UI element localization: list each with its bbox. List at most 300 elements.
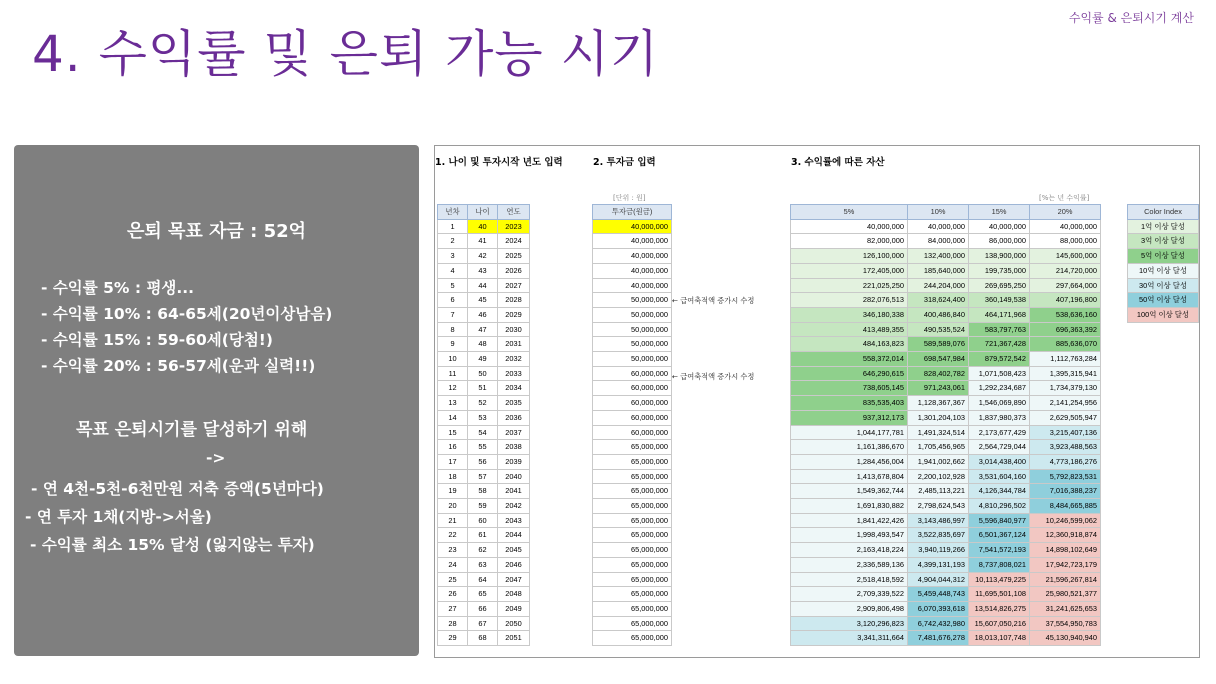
cell-year[interactable]: 2046 — [498, 557, 530, 572]
table-row — [593, 587, 672, 602]
cell-asset[interactable]: 1,691,830,882 — [791, 499, 908, 514]
cell-asset[interactable]: 40,000,000 — [969, 219, 1030, 234]
cell-year[interactable]: 2041 — [498, 484, 530, 499]
cell-year-number[interactable]: 20 — [438, 499, 468, 514]
cell-asset[interactable]: 126,100,000 — [791, 249, 908, 264]
cell-asset[interactable]: 84,000,000 — [908, 234, 969, 249]
table-row — [438, 454, 530, 469]
cell-asset[interactable]: 2,173,677,429 — [969, 425, 1030, 440]
cell-asset[interactable]: 490,535,524 — [908, 322, 969, 337]
cell-year-number[interactable]: 9 — [438, 337, 468, 352]
cell-year[interactable]: 2029 — [498, 307, 530, 322]
cell-age[interactable]: 45 — [468, 293, 498, 308]
table-row — [438, 249, 530, 264]
cell-asset[interactable]: 1,837,980,373 — [969, 410, 1030, 425]
cell-investment[interactable]: 60,000,000 — [593, 381, 672, 396]
cell-asset[interactable]: 1,546,069,890 — [969, 396, 1030, 411]
cell-age[interactable]: 53 — [468, 410, 498, 425]
cell-asset[interactable]: 4,773,186,276 — [1030, 454, 1101, 469]
cell-asset[interactable]: 2,336,589,136 — [791, 557, 908, 572]
cell-asset[interactable]: 1,734,379,130 — [1030, 381, 1101, 396]
cell-asset[interactable]: 1,161,386,670 — [791, 440, 908, 455]
cell-asset[interactable]: 583,797,763 — [969, 322, 1030, 337]
cell-asset[interactable]: 244,204,000 — [908, 278, 969, 293]
cell-year-number[interactable]: 28 — [438, 616, 468, 631]
cell-asset[interactable]: 346,180,338 — [791, 307, 908, 322]
table-row — [438, 337, 530, 352]
cell-asset[interactable]: 413,489,355 — [791, 322, 908, 337]
cell-asset[interactable]: 1,395,315,941 — [1030, 366, 1101, 381]
investment-table — [592, 204, 672, 646]
cell-age[interactable]: 59 — [468, 499, 498, 514]
cell-year-number[interactable]: 13 — [438, 396, 468, 411]
cell-year-number[interactable]: 5 — [438, 278, 468, 293]
cell-asset[interactable]: 3,215,407,136 — [1030, 425, 1101, 440]
table-row — [593, 352, 672, 367]
cell-asset[interactable]: 2,200,102,928 — [908, 469, 969, 484]
table-row — [438, 263, 530, 278]
table-row — [791, 278, 1101, 293]
cell-asset[interactable]: 37,554,950,783 — [1030, 616, 1101, 631]
cell-investment[interactable]: 40,000,000 — [593, 263, 672, 278]
cell-year[interactable]: 2039 — [498, 454, 530, 469]
cell-investment[interactable]: 65,000,000 — [593, 572, 672, 587]
table-row — [593, 337, 672, 352]
rate-header: 5% — [791, 205, 908, 220]
table-row — [438, 396, 530, 411]
cell-asset[interactable]: 2,629,505,947 — [1030, 410, 1101, 425]
table-row — [593, 440, 672, 455]
cell-asset[interactable]: 145,600,000 — [1030, 249, 1101, 264]
cell-age[interactable]: 55 — [468, 440, 498, 455]
table-row — [438, 616, 530, 631]
cell-age[interactable]: 57 — [468, 469, 498, 484]
cell-asset[interactable]: 558,372,014 — [791, 352, 908, 367]
cell-asset[interactable]: 13,514,826,275 — [969, 601, 1030, 616]
cell-age[interactable]: 44 — [468, 278, 498, 293]
cell-year[interactable]: 2025 — [498, 249, 530, 264]
color-index-row — [1128, 263, 1199, 278]
table-row — [438, 425, 530, 440]
cell-asset[interactable]: 1,112,763,284 — [1030, 352, 1101, 367]
cell-year-number[interactable]: 4 — [438, 263, 468, 278]
cell-year-number[interactable]: 10 — [438, 352, 468, 367]
cell-asset[interactable]: 721,367,428 — [969, 337, 1030, 352]
cell-age[interactable]: 61 — [468, 528, 498, 543]
table-row — [593, 454, 672, 469]
color-index-item: 3억 이상 달성 — [1128, 234, 1199, 249]
cell-year-number[interactable]: 3 — [438, 249, 468, 264]
cell-asset[interactable]: 21,596,267,814 — [1030, 572, 1101, 587]
cell-year[interactable]: 2040 — [498, 469, 530, 484]
table-row — [791, 601, 1101, 616]
cell-age[interactable]: 49 — [468, 352, 498, 367]
cell-asset[interactable]: 88,000,000 — [1030, 234, 1101, 249]
cell-asset[interactable]: 2,141,254,956 — [1030, 396, 1101, 411]
cell-year[interactable]: 2027 — [498, 278, 530, 293]
color-index-item: 50억 이상 달성 — [1128, 293, 1199, 308]
cell-year-number[interactable]: 16 — [438, 440, 468, 455]
cell-asset[interactable]: 2,163,418,224 — [791, 543, 908, 558]
cell-asset[interactable]: 269,695,250 — [969, 278, 1030, 293]
cell-asset[interactable]: 318,624,400 — [908, 293, 969, 308]
color-index-item: 5억 이상 달성 — [1128, 249, 1199, 264]
cell-asset[interactable]: 138,900,000 — [969, 249, 1030, 264]
cell-asset[interactable]: 3,014,438,400 — [969, 454, 1030, 469]
cell-investment[interactable]: 65,000,000 — [593, 454, 672, 469]
cell-asset[interactable]: 828,402,782 — [908, 366, 969, 381]
cell-investment[interactable]: 65,000,000 — [593, 499, 672, 514]
color-index-row — [1128, 307, 1199, 322]
cell-asset[interactable]: 1,044,177,781 — [791, 425, 908, 440]
table-row — [438, 440, 530, 455]
cell-asset[interactable]: 885,636,070 — [1030, 337, 1101, 352]
color-index-row — [1128, 234, 1199, 249]
cell-asset[interactable]: 5,596,840,977 — [969, 513, 1030, 528]
cell-year-number[interactable]: 24 — [438, 557, 468, 572]
table-row — [791, 587, 1101, 602]
cell-asset[interactable]: 132,400,000 — [908, 249, 969, 264]
cell-investment[interactable]: 40,000,000 — [593, 249, 672, 264]
table-row — [438, 381, 530, 396]
cell-year-number[interactable]: 15 — [438, 425, 468, 440]
cell-asset[interactable]: 4,810,296,502 — [969, 499, 1030, 514]
cell-year-number[interactable]: 26 — [438, 587, 468, 602]
cell-asset[interactable]: 3,940,119,266 — [908, 543, 969, 558]
cell-investment[interactable]: 65,000,000 — [593, 557, 672, 572]
cell-asset[interactable]: 4,904,044,312 — [908, 572, 969, 587]
cell-age[interactable]: 63 — [468, 557, 498, 572]
cell-age[interactable]: 43 — [468, 263, 498, 278]
cell-asset[interactable]: 6,070,393,618 — [908, 601, 969, 616]
age-year-table — [437, 204, 530, 646]
cell-asset[interactable]: 7,541,572,193 — [969, 543, 1030, 558]
cell-asset[interactable]: 4,126,344,784 — [969, 484, 1030, 499]
cell-year-number[interactable]: 23 — [438, 543, 468, 558]
cell-asset[interactable]: 17,942,723,179 — [1030, 557, 1101, 572]
cell-asset[interactable]: 18,013,107,748 — [969, 631, 1030, 646]
cell-investment[interactable]: 40,000,000 — [593, 219, 672, 234]
summary-panel — [14, 145, 419, 656]
cell-investment[interactable]: 50,000,000 — [593, 337, 672, 352]
cell-year-number[interactable]: 8 — [438, 322, 468, 337]
cell-asset[interactable]: 8,484,665,885 — [1030, 499, 1101, 514]
cell-asset[interactable]: 7,016,388,237 — [1030, 484, 1101, 499]
cell-asset[interactable]: 7,481,676,278 — [908, 631, 969, 646]
cell-asset[interactable]: 14,898,102,649 — [1030, 543, 1101, 558]
cell-investment[interactable]: 60,000,000 — [593, 410, 672, 425]
cell-year-number[interactable]: 1 — [438, 219, 468, 234]
cell-year-number[interactable]: 22 — [438, 528, 468, 543]
cell-year[interactable]: 2045 — [498, 543, 530, 558]
cell-asset[interactable]: 3,522,835,697 — [908, 528, 969, 543]
cell-age[interactable]: 47 — [468, 322, 498, 337]
cell-investment[interactable]: 65,000,000 — [593, 543, 672, 558]
color-index-header: Color Index — [1128, 205, 1199, 220]
plan-item: - 연 투자 1채(지방->서울) — [25, 508, 212, 526]
cell-investment[interactable]: 65,000,000 — [593, 587, 672, 602]
cell-asset[interactable]: 2,485,113,221 — [908, 484, 969, 499]
color-index-row — [1128, 278, 1199, 293]
cell-year-number[interactable]: 7 — [438, 307, 468, 322]
cell-year[interactable]: 2036 — [498, 410, 530, 425]
cell-investment[interactable]: 65,000,000 — [593, 484, 672, 499]
cell-age[interactable]: 54 — [468, 425, 498, 440]
cell-age[interactable]: 51 — [468, 381, 498, 396]
cell-investment[interactable]: 65,000,000 — [593, 616, 672, 631]
table-row — [438, 587, 530, 602]
cell-investment[interactable]: 65,000,000 — [593, 469, 672, 484]
cell-age[interactable]: 52 — [468, 396, 498, 411]
table-row — [593, 381, 672, 396]
cell-year[interactable]: 2032 — [498, 352, 530, 367]
cell-investment[interactable]: 65,000,000 — [593, 601, 672, 616]
table-row — [438, 219, 530, 234]
section-investment-input: 2. 투자금 입력 — [593, 157, 656, 168]
cell-asset[interactable]: 1,841,422,426 — [791, 513, 908, 528]
cell-asset[interactable]: 11,695,501,108 — [969, 587, 1030, 602]
table-row — [791, 263, 1101, 278]
cell-year[interactable]: 2034 — [498, 381, 530, 396]
cell-age[interactable]: 64 — [468, 572, 498, 587]
cell-year[interactable]: 2050 — [498, 616, 530, 631]
cell-asset[interactable]: 360,149,538 — [969, 293, 1030, 308]
cell-asset[interactable]: 1,998,493,547 — [791, 528, 908, 543]
cell-year-number[interactable]: 29 — [438, 631, 468, 646]
cell-age[interactable]: 41 — [468, 234, 498, 249]
cell-asset[interactable]: 3,341,311,664 — [791, 631, 908, 646]
cell-asset[interactable]: 15,607,050,216 — [969, 616, 1030, 631]
cell-age[interactable]: 50 — [468, 366, 498, 381]
cell-age[interactable]: 58 — [468, 484, 498, 499]
cell-asset[interactable]: 1,128,367,367 — [908, 396, 969, 411]
cell-asset[interactable]: 86,000,000 — [969, 234, 1030, 249]
cell-asset[interactable]: 5,792,823,531 — [1030, 469, 1101, 484]
cell-age[interactable]: 65 — [468, 587, 498, 602]
cell-age[interactable]: 67 — [468, 616, 498, 631]
table-row — [438, 631, 530, 646]
cell-asset[interactable]: 3,120,296,823 — [791, 616, 908, 631]
cell-age[interactable]: 68 — [468, 631, 498, 646]
cell-year-number[interactable]: 27 — [438, 601, 468, 616]
rate-header: 15% — [969, 205, 1030, 220]
cell-investment[interactable]: 65,000,000 — [593, 440, 672, 455]
cell-asset[interactable]: 1,292,234,687 — [969, 381, 1030, 396]
table-row — [593, 543, 672, 558]
table-row — [791, 440, 1101, 455]
rate-header: 10% — [908, 205, 969, 220]
table-row — [791, 631, 1101, 646]
table-row — [593, 234, 672, 249]
color-index-row — [1128, 293, 1199, 308]
color-index-item: 100억 이상 달성 — [1128, 307, 1199, 322]
cell-age[interactable]: 60 — [468, 513, 498, 528]
cell-asset[interactable]: 696,363,392 — [1030, 322, 1101, 337]
cell-year[interactable]: 2044 — [498, 528, 530, 543]
table-row — [438, 601, 530, 616]
cell-asset[interactable]: 40,000,000 — [1030, 219, 1101, 234]
cell-year[interactable]: 2048 — [498, 587, 530, 602]
cell-age[interactable]: 56 — [468, 454, 498, 469]
cell-asset[interactable]: 6,742,432,980 — [908, 616, 969, 631]
cell-investment[interactable]: 60,000,000 — [593, 366, 672, 381]
cell-age[interactable]: 62 — [468, 543, 498, 558]
color-index-item: 1억 이상 달성 — [1128, 219, 1199, 234]
cell-investment[interactable]: 50,000,000 — [593, 307, 672, 322]
cell-asset[interactable]: 6,501,367,124 — [969, 528, 1030, 543]
rate-header: 20% — [1030, 205, 1101, 220]
cell-asset[interactable]: 10,113,479,225 — [969, 572, 1030, 587]
cell-asset[interactable]: 1,549,362,744 — [791, 484, 908, 499]
cell-asset[interactable]: 2,909,806,498 — [791, 601, 908, 616]
cell-asset[interactable]: 1,941,002,662 — [908, 454, 969, 469]
cell-asset[interactable]: 4,399,131,193 — [908, 557, 969, 572]
cell-investment[interactable]: 65,000,000 — [593, 631, 672, 646]
cell-asset[interactable]: 25,980,521,377 — [1030, 587, 1101, 602]
cell-asset[interactable]: 738,605,145 — [791, 381, 908, 396]
cell-investment[interactable]: 60,000,000 — [593, 396, 672, 411]
col-header-age: 나이 — [468, 205, 498, 220]
table-row — [593, 484, 672, 499]
cell-year-number[interactable]: 2 — [438, 234, 468, 249]
cell-asset[interactable]: 8,737,808,021 — [969, 557, 1030, 572]
cell-year[interactable]: 2042 — [498, 499, 530, 514]
cell-year-number[interactable]: 18 — [438, 469, 468, 484]
cell-asset[interactable]: 5,459,448,743 — [908, 587, 969, 602]
cell-asset[interactable]: 646,290,615 — [791, 366, 908, 381]
cell-asset[interactable]: 464,171,968 — [969, 307, 1030, 322]
cell-year[interactable]: 2030 — [498, 322, 530, 337]
cell-asset[interactable]: 1,413,678,804 — [791, 469, 908, 484]
cell-asset[interactable]: 1,301,204,103 — [908, 410, 969, 425]
cell-year[interactable]: 2023 — [498, 219, 530, 234]
cell-investment[interactable]: 50,000,000 — [593, 352, 672, 367]
cell-age[interactable]: 42 — [468, 249, 498, 264]
cell-year-number[interactable]: 12 — [438, 381, 468, 396]
cell-year[interactable]: 2051 — [498, 631, 530, 646]
table-row — [593, 469, 672, 484]
cell-asset[interactable]: 282,076,513 — [791, 293, 908, 308]
cell-year[interactable]: 2031 — [498, 337, 530, 352]
cell-investment[interactable]: 65,000,000 — [593, 513, 672, 528]
col-header-invest: 투자금(원금) — [593, 205, 672, 220]
cell-asset[interactable]: 971,243,061 — [908, 381, 969, 396]
cell-year[interactable]: 2028 — [498, 293, 530, 308]
cell-asset[interactable]: 2,518,418,592 — [791, 572, 908, 587]
cell-asset[interactable]: 297,664,000 — [1030, 278, 1101, 293]
cell-asset[interactable]: 3,923,488,563 — [1030, 440, 1101, 455]
cell-asset[interactable]: 937,312,173 — [791, 410, 908, 425]
cell-year[interactable]: 2047 — [498, 572, 530, 587]
cell-asset[interactable]: 1,705,456,965 — [908, 440, 969, 455]
cell-asset[interactable]: 407,196,800 — [1030, 293, 1101, 308]
cell-asset[interactable]: 400,486,840 — [908, 307, 969, 322]
cell-year-number[interactable]: 19 — [438, 484, 468, 499]
table-row — [593, 528, 672, 543]
cell-year-number[interactable]: 11 — [438, 366, 468, 381]
cell-asset[interactable]: 589,589,076 — [908, 337, 969, 352]
cell-asset[interactable]: 221,025,250 — [791, 278, 908, 293]
cell-asset[interactable]: 484,163,823 — [791, 337, 908, 352]
cell-asset[interactable]: 2,564,729,044 — [969, 440, 1030, 455]
table-row — [791, 616, 1101, 631]
cell-year-number[interactable]: 6 — [438, 293, 468, 308]
cell-asset[interactable]: 40,000,000 — [791, 219, 908, 234]
cell-investment[interactable]: 50,000,000 — [593, 322, 672, 337]
cell-asset[interactable]: 2,709,339,522 — [791, 587, 908, 602]
table-row — [438, 307, 530, 322]
cell-asset[interactable]: 82,000,000 — [791, 234, 908, 249]
cell-year[interactable]: 2038 — [498, 440, 530, 455]
cell-age[interactable]: 48 — [468, 337, 498, 352]
table-row — [791, 381, 1101, 396]
cell-asset[interactable]: 31,241,625,653 — [1030, 601, 1101, 616]
cell-year-number[interactable]: 14 — [438, 410, 468, 425]
cell-age[interactable]: 40 — [468, 219, 498, 234]
table-row — [791, 396, 1101, 411]
cell-investment[interactable]: 60,000,000 — [593, 425, 672, 440]
cell-asset[interactable]: 1,284,456,004 — [791, 454, 908, 469]
table-row — [791, 572, 1101, 587]
cell-year-number[interactable]: 21 — [438, 513, 468, 528]
cell-asset[interactable]: 40,000,000 — [908, 219, 969, 234]
cell-year[interactable]: 2043 — [498, 513, 530, 528]
cell-asset[interactable]: 1,071,508,423 — [969, 366, 1030, 381]
cell-age[interactable]: 66 — [468, 601, 498, 616]
cell-asset[interactable]: 185,640,000 — [908, 263, 969, 278]
rate-line-15: - 수익률 15% : 59-60세(당첨!) — [41, 331, 273, 349]
cell-asset[interactable]: 45,130,940,940 — [1030, 631, 1101, 646]
plan-arrow: -> — [206, 449, 226, 467]
cell-asset[interactable]: 172,405,000 — [791, 263, 908, 278]
cell-year[interactable]: 2037 — [498, 425, 530, 440]
cell-year[interactable]: 2049 — [498, 601, 530, 616]
cell-investment[interactable]: 65,000,000 — [593, 528, 672, 543]
cell-investment[interactable]: 50,000,000 — [593, 293, 672, 308]
cell-asset[interactable]: 199,735,000 — [969, 263, 1030, 278]
cell-asset[interactable]: 214,720,000 — [1030, 263, 1101, 278]
cell-asset[interactable]: 538,636,160 — [1030, 307, 1101, 322]
table-row — [791, 425, 1101, 440]
rate-line-10: - 수익률 10% : 64-65세(20년이상남음) — [41, 305, 333, 323]
cell-year[interactable]: 2035 — [498, 396, 530, 411]
cell-year[interactable]: 2026 — [498, 263, 530, 278]
cell-asset[interactable]: 698,547,984 — [908, 352, 969, 367]
cell-asset[interactable]: 835,535,403 — [791, 396, 908, 411]
cell-asset[interactable]: 879,572,542 — [969, 352, 1030, 367]
cell-asset[interactable]: 3,143,486,997 — [908, 513, 969, 528]
plan-item: - 수익률 최소 15% 달성 (잃지않는 투자) — [30, 536, 315, 554]
cell-asset[interactable]: 3,531,604,160 — [969, 469, 1030, 484]
cell-asset[interactable]: 2,798,624,543 — [908, 499, 969, 514]
cell-year-number[interactable]: 25 — [438, 572, 468, 587]
cell-asset[interactable]: 10,246,599,062 — [1030, 513, 1101, 528]
rate-line-5: - 수익률 5% : 평생... — [41, 279, 195, 297]
table-row — [791, 499, 1101, 514]
cell-asset[interactable]: 1,491,324,514 — [908, 425, 969, 440]
cell-asset[interactable]: 12,360,918,874 — [1030, 528, 1101, 543]
spreadsheet — [434, 145, 1200, 658]
table-row — [791, 307, 1101, 322]
cell-age[interactable]: 46 — [468, 307, 498, 322]
cell-year[interactable]: 2024 — [498, 234, 530, 249]
cell-year[interactable]: 2033 — [498, 366, 530, 381]
color-index-item: 10억 이상 달성 — [1128, 263, 1199, 278]
cell-investment[interactable]: 40,000,000 — [593, 278, 672, 293]
cell-year-number[interactable]: 17 — [438, 454, 468, 469]
table-row — [593, 263, 672, 278]
cell-investment[interactable]: 40,000,000 — [593, 234, 672, 249]
